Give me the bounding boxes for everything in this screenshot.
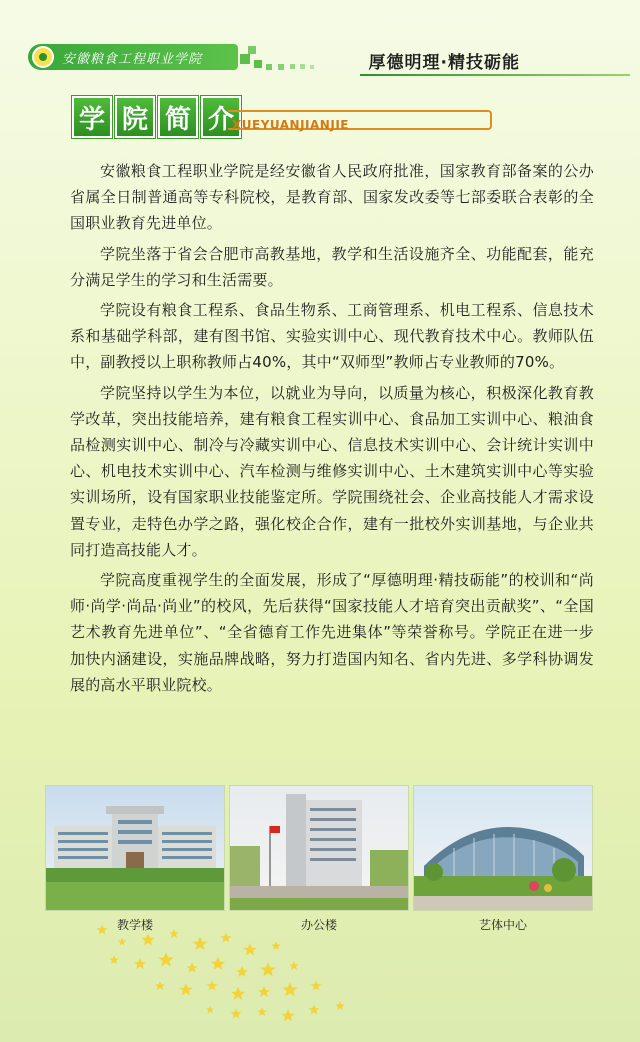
teaching-building-photo — [46, 786, 224, 910]
page-header — [0, 0, 640, 80]
section-title — [72, 96, 432, 146]
photo-caption: 教学楼 — [116, 918, 153, 932]
paragraph: 学院坐落于省会合肥市高教基地，教学和生活设施齐全、功能配套，能充分满足学生的学习和生活需要。 — [70, 244, 594, 289]
paragraph: 学院坚持以学生为本位，以就业为导向，以质量为核心，积极深化教育教学改革，突出技能培养，建有粮食工程实训中心、食品加工实训中心、粮油食品检测实训中心、制冷与冷藏实训中心、信息技术实训中心、会计统计实训中心、机电技术实训中心、汽车检测与维修实训中心、土木建筑实训中心等实验实训场所，设有国家职业技能鉴定所。学院围绕社会、企业高技能人才需求设置专业，走特色办学之路，强化校企合作，建有一批校外实训基地，与企业共同打造高技能人才。 — [70, 383, 594, 559]
campus-photos — [46, 786, 592, 936]
intro-text — [70, 158, 594, 698]
photo-caption: 办公楼 — [300, 918, 337, 932]
photo-caption: 艺体中心 — [478, 918, 527, 932]
arts-sports-center-photo — [414, 786, 592, 910]
title-char-box: 简 — [158, 96, 198, 138]
section-subtitle: XUEYUANJIANJIE — [232, 118, 349, 132]
section-title-chars — [72, 96, 241, 138]
college-logo — [28, 44, 238, 70]
decorative-squares — [240, 46, 360, 72]
paragraph: 学院高度重视学生的全面发展，形成了“厚德明理·精技砺能”的校训和“尚师·尚学·尚品·尚业”的校风，先后获得“国家技能人才培育突出贡献奖”、“全国艺术教育先进单位”、“全省德育工作先进集体”等荣誉称号。学院正在进一步加快内涵建设，实施品牌战略，努力打造国内知名、省内先进、多学科协调发展的高水平职业院校。 — [70, 571, 594, 694]
header-divider — [360, 74, 630, 76]
paragraph: 安徽粮食工程职业学院是经安徽省人民政府批准，国家教育部备案的公办省属全日制普通高等专科院校，是教育部、国家发改委等七部委联合表彰的全国职业教育先进单位。 — [70, 162, 594, 233]
college-motto: 厚德明理·精技砺能 — [368, 53, 520, 73]
paragraph: 学院设有粮食工程系、食品生物系、工商管理系、机电工程系、信息技术系和基础学科部，建有图书馆、实验实训中心、现代教育技术中心。教师队伍中，副教授以上职称教师占40%，其中“双师型”教师占专业教师的70%。 — [70, 301, 594, 372]
decorative-stars — [90, 920, 370, 1030]
title-char-box: 院 — [115, 96, 155, 138]
college-emblem-icon — [32, 46, 54, 68]
office-building-photo — [230, 786, 408, 910]
title-char-box: 学 — [72, 96, 112, 138]
title-char-box: 介 — [201, 96, 241, 138]
college-name: 安徽粮食工程职业学院 — [62, 51, 203, 67]
